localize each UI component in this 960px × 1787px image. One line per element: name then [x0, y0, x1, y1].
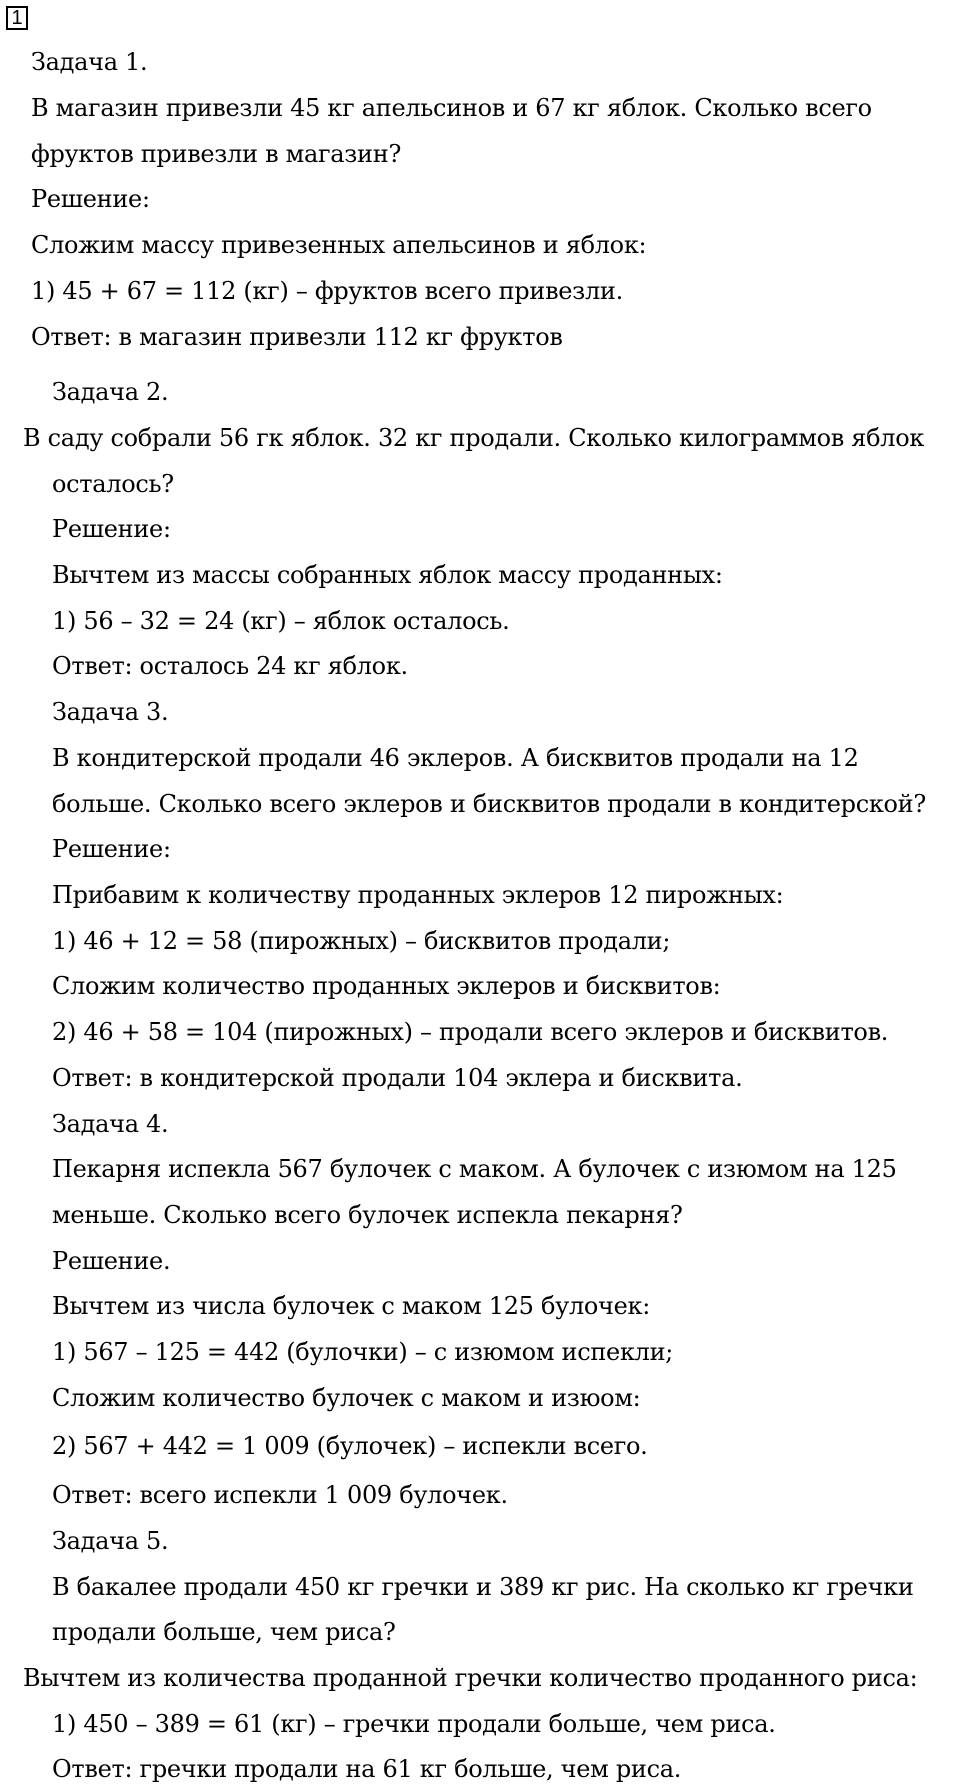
solution-step: 1) 46 + 12 = 58 (пирожных) – бисквитов продали;	[52, 927, 671, 955]
solution-text: Сложим массу привезенных апельсинов и яблок:	[31, 231, 647, 259]
task-text: В саду собрали 56 гк яблок. 32 кг продали. Сколько килограммов яблок	[23, 424, 925, 452]
solution-step: 2) 46 + 58 = 104 (пирожных) – продали всего эклеров и бисквитов.	[52, 1018, 889, 1046]
solution-label: Решение:	[52, 515, 171, 543]
answer-text: Ответ: всего испекли 1 009 булочек.	[52, 1481, 508, 1509]
solution-step: 1) 45 + 67 = 112 (кг) – фруктов всего привезли.	[31, 277, 623, 305]
task-text: Пекарня испекла 567 булочек с маком. А булочек с изюмом на 125	[52, 1155, 897, 1183]
answer-text: Ответ: осталось 24 кг яблок.	[52, 652, 408, 680]
task-text: меньше. Сколько всего булочек испекла пекарня?	[52, 1201, 683, 1229]
solution-text: Вычтем из числа булочек с маком 125 булочек:	[52, 1292, 651, 1320]
solution-step: 1) 56 – 32 = 24 (кг) – яблок осталось.	[52, 607, 510, 635]
solution-step: 2) 567 + 442 = 1 009 (булочек) – испекли всего.	[52, 1432, 648, 1460]
task-heading: Задача 4.	[52, 1110, 169, 1138]
solution-label: Решение:	[31, 185, 150, 213]
solution-text: Вычтем из количества проданной гречки количество проданного риса:	[23, 1664, 918, 1692]
task-text: фруктов привезли в магазин?	[31, 140, 402, 168]
task-text: осталось?	[52, 470, 174, 498]
task-text: В кондитерской продали 46 эклеров. А бисквитов продали на 12	[52, 744, 859, 772]
task-heading: Задача 1.	[31, 48, 148, 76]
answer-text: Ответ: в кондитерской продали 104 эклера и бисквита.	[52, 1064, 743, 1092]
solution-text: Сложим количество проданных эклеров и бисквитов:	[52, 972, 721, 1000]
task-heading: Задача 5.	[52, 1527, 169, 1555]
exercise-number-badge: 1	[6, 6, 28, 30]
solution-text: Прибавим к количеству проданных эклеров 12 пирожных:	[52, 881, 784, 909]
answer-text: Ответ: в магазин привезли 112 кг фруктов	[31, 323, 563, 351]
solution-label: Решение.	[52, 1247, 171, 1275]
solution-text: Сложим количество булочек с маком и изюом:	[52, 1384, 641, 1412]
answer-text: Ответ: гречки продали на 61 кг больше, чем риса.	[52, 1755, 682, 1783]
task-heading: Задача 3.	[52, 698, 169, 726]
task-heading: Задача 2.	[52, 378, 169, 406]
task-text: больше. Сколько всего эклеров и бисквитов продали в кондитерской?	[52, 790, 926, 818]
solution-text: Вычтем из массы собранных яблок массу проданных:	[52, 561, 723, 589]
task-text: В бакалее продали 450 кг гречки и 389 кг рис. На сколько кг гречки	[52, 1573, 914, 1601]
solution-step: 1) 567 – 125 = 442 (булочки) – с изюмом испекли;	[52, 1338, 674, 1366]
task-text: В магазин привезли 45 кг апельсинов и 67 кг яблок. Сколько всего	[31, 94, 872, 122]
task-text: продали больше, чем риса?	[52, 1618, 396, 1646]
solution-step: 1) 450 – 389 = 61 (кг) – гречки продали больше, чем риса.	[52, 1710, 776, 1738]
solution-label: Решение:	[52, 835, 171, 863]
